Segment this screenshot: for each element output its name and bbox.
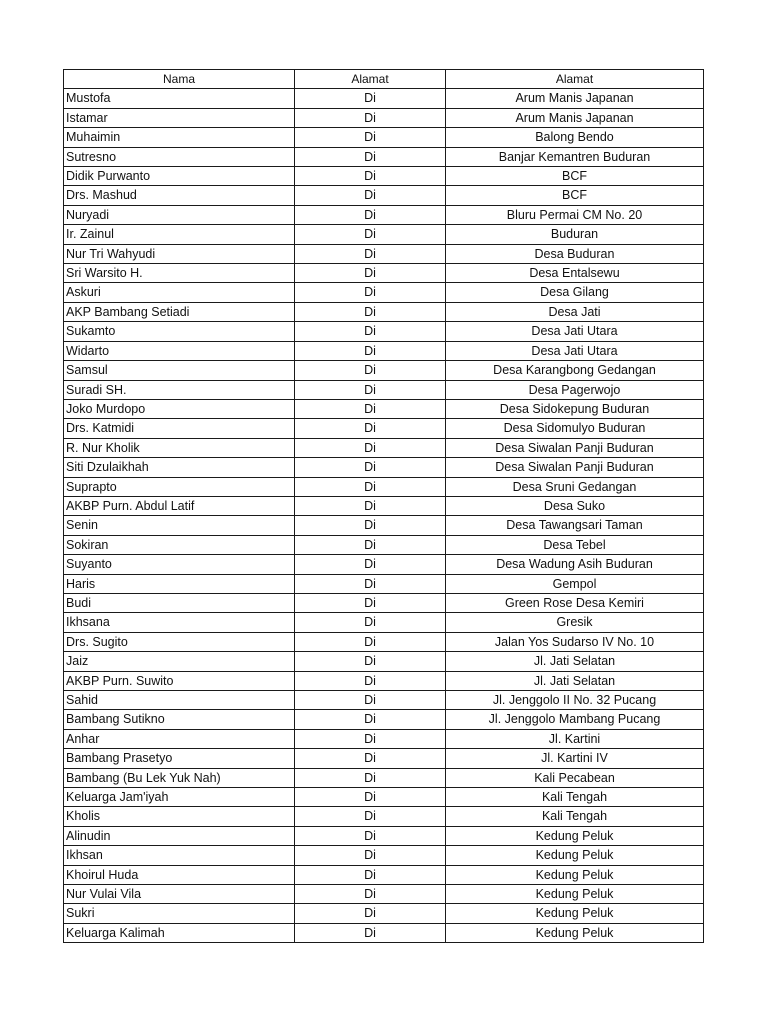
table-row xyxy=(64,593,704,612)
cell-di: Di xyxy=(295,399,446,418)
table-row xyxy=(64,807,704,826)
cell-nama: Drs. Mashud xyxy=(64,186,295,205)
cell-nama: Alinudin xyxy=(64,826,295,845)
header-row xyxy=(64,70,704,89)
header-alamat: Alamat xyxy=(446,70,704,89)
table-row xyxy=(64,555,704,574)
table-row xyxy=(64,128,704,147)
cell-nama: Sukamto xyxy=(64,322,295,341)
cell-alamat: Kedung Peluk xyxy=(446,885,704,904)
cell-di: Di xyxy=(295,768,446,787)
table-row xyxy=(64,89,704,108)
table-row xyxy=(64,205,704,224)
cell-nama: Samsul xyxy=(64,361,295,380)
table-row xyxy=(64,167,704,186)
cell-di: Di xyxy=(295,302,446,321)
cell-alamat: Kedung Peluk xyxy=(446,826,704,845)
cell-alamat: Kedung Peluk xyxy=(446,904,704,923)
cell-di: Di xyxy=(295,186,446,205)
cell-alamat: Green Rose Desa Kemiri xyxy=(446,593,704,612)
table-body xyxy=(64,89,704,943)
table-row xyxy=(64,710,704,729)
cell-alamat: Jl. Kartini IV xyxy=(446,749,704,768)
table-row xyxy=(64,671,704,690)
cell-alamat: Desa Buduran xyxy=(446,244,704,263)
table-row xyxy=(64,846,704,865)
cell-nama: Nur Vulai Vila xyxy=(64,885,295,904)
cell-alamat: Desa Karangbong Gedangan xyxy=(446,361,704,380)
cell-di: Di xyxy=(295,147,446,166)
cell-alamat: Desa Siwalan Panji Buduran xyxy=(446,458,704,477)
cell-nama: AKP Bambang Setiadi xyxy=(64,302,295,321)
cell-di: Di xyxy=(295,865,446,884)
table-row xyxy=(64,574,704,593)
cell-alamat: Gresik xyxy=(446,613,704,632)
table-row xyxy=(64,147,704,166)
cell-di: Di xyxy=(295,108,446,127)
cell-di: Di xyxy=(295,807,446,826)
cell-di: Di xyxy=(295,458,446,477)
table-row xyxy=(64,788,704,807)
cell-alamat: Desa Sidomulyo Buduran xyxy=(446,419,704,438)
cell-alamat: Desa Wadung Asih Buduran xyxy=(446,555,704,574)
table-row xyxy=(64,438,704,457)
cell-nama: Drs. Katmidi xyxy=(64,419,295,438)
header-nama: Nama xyxy=(64,70,295,89)
cell-di: Di xyxy=(295,322,446,341)
table-row xyxy=(64,322,704,341)
cell-nama: Bambang Prasetyo xyxy=(64,749,295,768)
cell-alamat: Jl. Jati Selatan xyxy=(446,652,704,671)
cell-di: Di xyxy=(295,205,446,224)
cell-nama: Bambang (Bu Lek Yuk Nah) xyxy=(64,768,295,787)
cell-di: Di xyxy=(295,167,446,186)
table-row xyxy=(64,749,704,768)
cell-nama: Ikhsan xyxy=(64,846,295,865)
cell-nama: Nur Tri Wahyudi xyxy=(64,244,295,263)
cell-di: Di xyxy=(295,516,446,535)
cell-alamat: Desa Sruni Gedangan xyxy=(446,477,704,496)
cell-di: Di xyxy=(295,710,446,729)
cell-nama: Sutresno xyxy=(64,147,295,166)
cell-di: Di xyxy=(295,788,446,807)
cell-nama: Anhar xyxy=(64,729,295,748)
cell-di: Di xyxy=(295,593,446,612)
cell-di: Di xyxy=(295,749,446,768)
cell-alamat: Banjar Kemantren Buduran xyxy=(446,147,704,166)
cell-alamat: Kedung Peluk xyxy=(446,923,704,942)
cell-nama: Joko Murdopo xyxy=(64,399,295,418)
table-row xyxy=(64,477,704,496)
cell-di: Di xyxy=(295,846,446,865)
cell-di: Di xyxy=(295,496,446,515)
cell-nama: AKBP Purn. Abdul Latif xyxy=(64,496,295,515)
table-row xyxy=(64,341,704,360)
table-row xyxy=(64,225,704,244)
cell-di: Di xyxy=(295,477,446,496)
cell-nama: Keluarga Jam'iyah xyxy=(64,788,295,807)
cell-nama: Muhaimin xyxy=(64,128,295,147)
cell-alamat: Desa Jati Utara xyxy=(446,322,704,341)
table-row xyxy=(64,865,704,884)
cell-alamat: Kedung Peluk xyxy=(446,846,704,865)
table-row xyxy=(64,264,704,283)
cell-di: Di xyxy=(295,613,446,632)
cell-di: Di xyxy=(295,419,446,438)
cell-nama: Ikhsana xyxy=(64,613,295,632)
cell-alamat: Desa Tawangsari Taman xyxy=(446,516,704,535)
cell-nama: Ir. Zainul xyxy=(64,225,295,244)
cell-alamat: Desa Tebel xyxy=(446,535,704,554)
cell-di: Di xyxy=(295,535,446,554)
cell-alamat: BCF xyxy=(446,186,704,205)
table-row xyxy=(64,361,704,380)
cell-nama: Keluarga Kalimah xyxy=(64,923,295,942)
table-row xyxy=(64,186,704,205)
cell-di: Di xyxy=(295,904,446,923)
cell-nama: Kholis xyxy=(64,807,295,826)
cell-nama: Drs. Sugito xyxy=(64,632,295,651)
table-row xyxy=(64,691,704,710)
table-row xyxy=(64,652,704,671)
cell-alamat: Desa Entalsewu xyxy=(446,264,704,283)
cell-alamat: Gempol xyxy=(446,574,704,593)
table-row xyxy=(64,516,704,535)
cell-nama: Siti Dzulaikhah xyxy=(64,458,295,477)
table-row xyxy=(64,419,704,438)
table-row xyxy=(64,923,704,942)
cell-nama: Sahid xyxy=(64,691,295,710)
cell-nama: Khoirul Huda xyxy=(64,865,295,884)
cell-di: Di xyxy=(295,574,446,593)
table-row xyxy=(64,399,704,418)
cell-nama: Sukri xyxy=(64,904,295,923)
cell-di: Di xyxy=(295,885,446,904)
cell-nama: Didik Purwanto xyxy=(64,167,295,186)
cell-alamat: Desa Jati xyxy=(446,302,704,321)
table-row xyxy=(64,283,704,302)
table-row xyxy=(64,458,704,477)
cell-alamat: Desa Jati Utara xyxy=(446,341,704,360)
cell-di: Di xyxy=(295,283,446,302)
cell-nama: Suyanto xyxy=(64,555,295,574)
cell-alamat: Jalan Yos Sudarso IV No. 10 xyxy=(446,632,704,651)
cell-alamat: Desa Gilang xyxy=(446,283,704,302)
cell-alamat: Jl. Kartini xyxy=(446,729,704,748)
table-row xyxy=(64,729,704,748)
cell-alamat: Kali Tengah xyxy=(446,788,704,807)
cell-alamat: Jl. Jenggolo Mambang Pucang xyxy=(446,710,704,729)
cell-di: Di xyxy=(295,691,446,710)
cell-di: Di xyxy=(295,380,446,399)
cell-nama: Budi xyxy=(64,593,295,612)
cell-nama: Widarto xyxy=(64,341,295,360)
cell-di: Di xyxy=(295,652,446,671)
cell-nama: Suradi SH. xyxy=(64,380,295,399)
cell-nama: Haris xyxy=(64,574,295,593)
cell-nama: Suprapto xyxy=(64,477,295,496)
cell-nama: AKBP Purn. Suwito xyxy=(64,671,295,690)
cell-alamat: BCF xyxy=(446,167,704,186)
cell-di: Di xyxy=(295,361,446,380)
cell-nama: Sokiran xyxy=(64,535,295,554)
cell-di: Di xyxy=(295,923,446,942)
cell-di: Di xyxy=(295,671,446,690)
cell-alamat: Arum Manis Japanan xyxy=(446,108,704,127)
cell-alamat: Balong Bendo xyxy=(446,128,704,147)
cell-di: Di xyxy=(295,341,446,360)
table-row xyxy=(64,904,704,923)
cell-alamat: Bluru Permai CM No. 20 xyxy=(446,205,704,224)
table-row xyxy=(64,108,704,127)
cell-di: Di xyxy=(295,244,446,263)
cell-alamat: Desa Suko xyxy=(446,496,704,515)
cell-alamat: Kedung Peluk xyxy=(446,865,704,884)
cell-di: Di xyxy=(295,729,446,748)
table-row xyxy=(64,244,704,263)
table-row xyxy=(64,535,704,554)
table-row xyxy=(64,302,704,321)
cell-nama: R. Nur Kholik xyxy=(64,438,295,457)
cell-nama: Bambang Sutikno xyxy=(64,710,295,729)
cell-nama: Nuryadi xyxy=(64,205,295,224)
table-row xyxy=(64,613,704,632)
cell-di: Di xyxy=(295,89,446,108)
cell-nama: Askuri xyxy=(64,283,295,302)
cell-nama: Senin xyxy=(64,516,295,535)
cell-nama: Mustofa xyxy=(64,89,295,108)
cell-nama: Sri Warsito H. xyxy=(64,264,295,283)
table-row xyxy=(64,885,704,904)
cell-di: Di xyxy=(295,264,446,283)
header-alamat-prefix: Alamat xyxy=(295,70,446,89)
cell-alamat: Desa Sidokepung Buduran xyxy=(446,399,704,418)
cell-alamat: Desa Siwalan Panji Buduran xyxy=(446,438,704,457)
table-row xyxy=(64,768,704,787)
cell-di: Di xyxy=(295,555,446,574)
cell-alamat: Jl. Jenggolo II No. 32 Pucang xyxy=(446,691,704,710)
cell-di: Di xyxy=(295,632,446,651)
cell-di: Di xyxy=(295,225,446,244)
cell-nama: Istamar xyxy=(64,108,295,127)
table-header xyxy=(64,70,704,89)
cell-alamat: Buduran xyxy=(446,225,704,244)
table-row xyxy=(64,380,704,399)
table-row xyxy=(64,496,704,515)
cell-di: Di xyxy=(295,438,446,457)
cell-alamat: Arum Manis Japanan xyxy=(446,89,704,108)
cell-nama: Jaiz xyxy=(64,652,295,671)
cell-alamat: Kali Pecabean xyxy=(446,768,704,787)
table-row xyxy=(64,826,704,845)
table-row xyxy=(64,632,704,651)
cell-alamat: Jl. Jati Selatan xyxy=(446,671,704,690)
cell-di: Di xyxy=(295,128,446,147)
cell-alamat: Kali Tengah xyxy=(446,807,704,826)
cell-alamat: Desa Pagerwojo xyxy=(446,380,704,399)
address-table xyxy=(63,69,704,943)
cell-di: Di xyxy=(295,826,446,845)
